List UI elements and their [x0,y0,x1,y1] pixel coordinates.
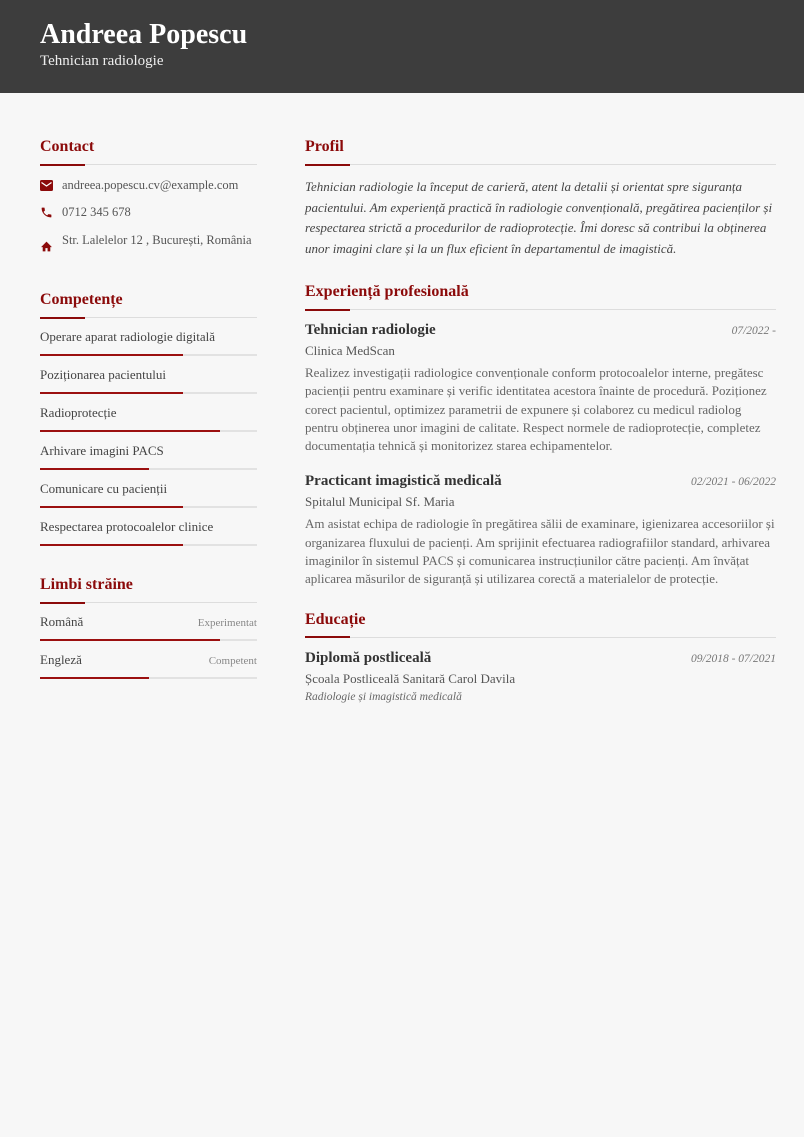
specialization: Radiologie și imagistică medicală [305,690,462,703]
job-employer: Spitalul Municipal Sf. Maria [305,494,455,510]
candidate-name: Andreea Popescu [40,19,248,50]
skill-name: Respectarea protocoalelor clinice [40,519,214,534]
job-title: Practicant imagistică medicală [305,473,502,490]
education-list [305,650,776,703]
skill-item [40,356,257,394]
job-dates: 07/2022 - [731,325,776,337]
language-name: Română [40,614,84,629]
skills-list [40,318,257,546]
language-level-fill [40,677,149,679]
profile-heading: Profil [305,138,776,165]
education-item [305,650,776,703]
profile-text: Tehnician radiologie la început de carieră, atent la detalii și orientat spre siguranța pacientului. Am experiență practică în radiologie convențională, pregătirea pacienților și respectarea strictă a procedurilor de radioprotecție. Îmi doresc să contribui la obținerea unor imagini clare și la un flux eficient în departamentul de imagistică. [305,179,773,256]
contact-phone [40,204,257,224]
skill-item [40,318,257,356]
skill-item [40,470,257,508]
skill-name: Radioprotecție [40,405,117,420]
job-description: Am asistat echipa de radiologie în pregătirea sălii de examinare, igienizarea accesoriilor și organizarea fluxului de pacienți. Am sprijinit efectuarea radiografiilor standard, arhivarea imaginilor în sistemul PACS și comunicarea instrucțiunilor către pacienți. Am învățat aplicarea măsurilor de siguranță și utilizarea corectă a materialelor de protecție. [305,516,775,587]
job-title: Tehnician radiologie [305,322,436,338]
skill-item [40,394,257,432]
skills-heading: Competențe [40,291,257,318]
job-dates: 02/2021 - 06/2022 [691,476,776,489]
school-name: Școala Postliceală Sanitară Carol Davila [305,670,516,686]
job-employer: Clinica MedScan [305,343,395,358]
experience-heading: Experiență profesională [305,283,776,310]
contact-list [40,177,257,257]
language-level: Competent [208,655,257,667]
education-heading: Educație [305,611,776,638]
skill-item [40,508,257,546]
experience-item [305,322,776,455]
address-text: Str. Lalelelor 12 , București, România [62,233,252,247]
language-item [40,641,257,679]
skill-name: Operare aparat radiologie digitală [40,329,216,344]
contact-heading: Contact [40,138,257,165]
language-level-bar [40,677,257,679]
phone-icon [40,204,62,224]
right-column [305,138,776,703]
education-dates: 09/2018 - 07/2021 [691,652,776,665]
skill-name: Comunicare cu pacienții [40,481,168,496]
skill-level-bar [40,544,257,546]
phone-number: 0712 345 678 [62,205,131,219]
skill-name: Poziționarea pacientului [40,367,166,382]
experience-item [305,473,776,588]
job-description: Realizez investigații radiologice convenționale conform protocoalelor interne, pregătesc pacienții pentru examinare și verific identitatea acestora înainte de procedură. Poziționez corect pacientul, optimizez parametrii de expunere și colaborez cu medicul radiolog pentru obținerea unor imagini de calitate. Respect normele de radioprotecție, completez documentația tehnică și monitorizez starea echipamentelor. [305,365,767,454]
contact-email [40,177,257,196]
candidate-title: Tehnician radiologie [40,53,164,69]
languages-list [40,603,257,679]
envelope-icon [40,177,62,196]
language-name: Engleză [40,652,82,667]
language-item [40,603,257,641]
skill-item [40,432,257,470]
left-column [40,138,257,679]
languages-heading: Limbi străine [40,576,257,603]
cv-header [0,0,804,93]
home-icon [40,232,62,257]
experience-list [305,322,776,589]
skill-name: Arhivare imagini PACS [40,443,164,458]
degree-title: Diplomă postliceală [305,649,432,666]
contact-address [40,232,257,257]
email-link[interactable]: andreea.popescu.cv@example.com [62,178,239,192]
language-level: Experimentat [197,617,257,629]
skill-level-fill [40,544,183,546]
